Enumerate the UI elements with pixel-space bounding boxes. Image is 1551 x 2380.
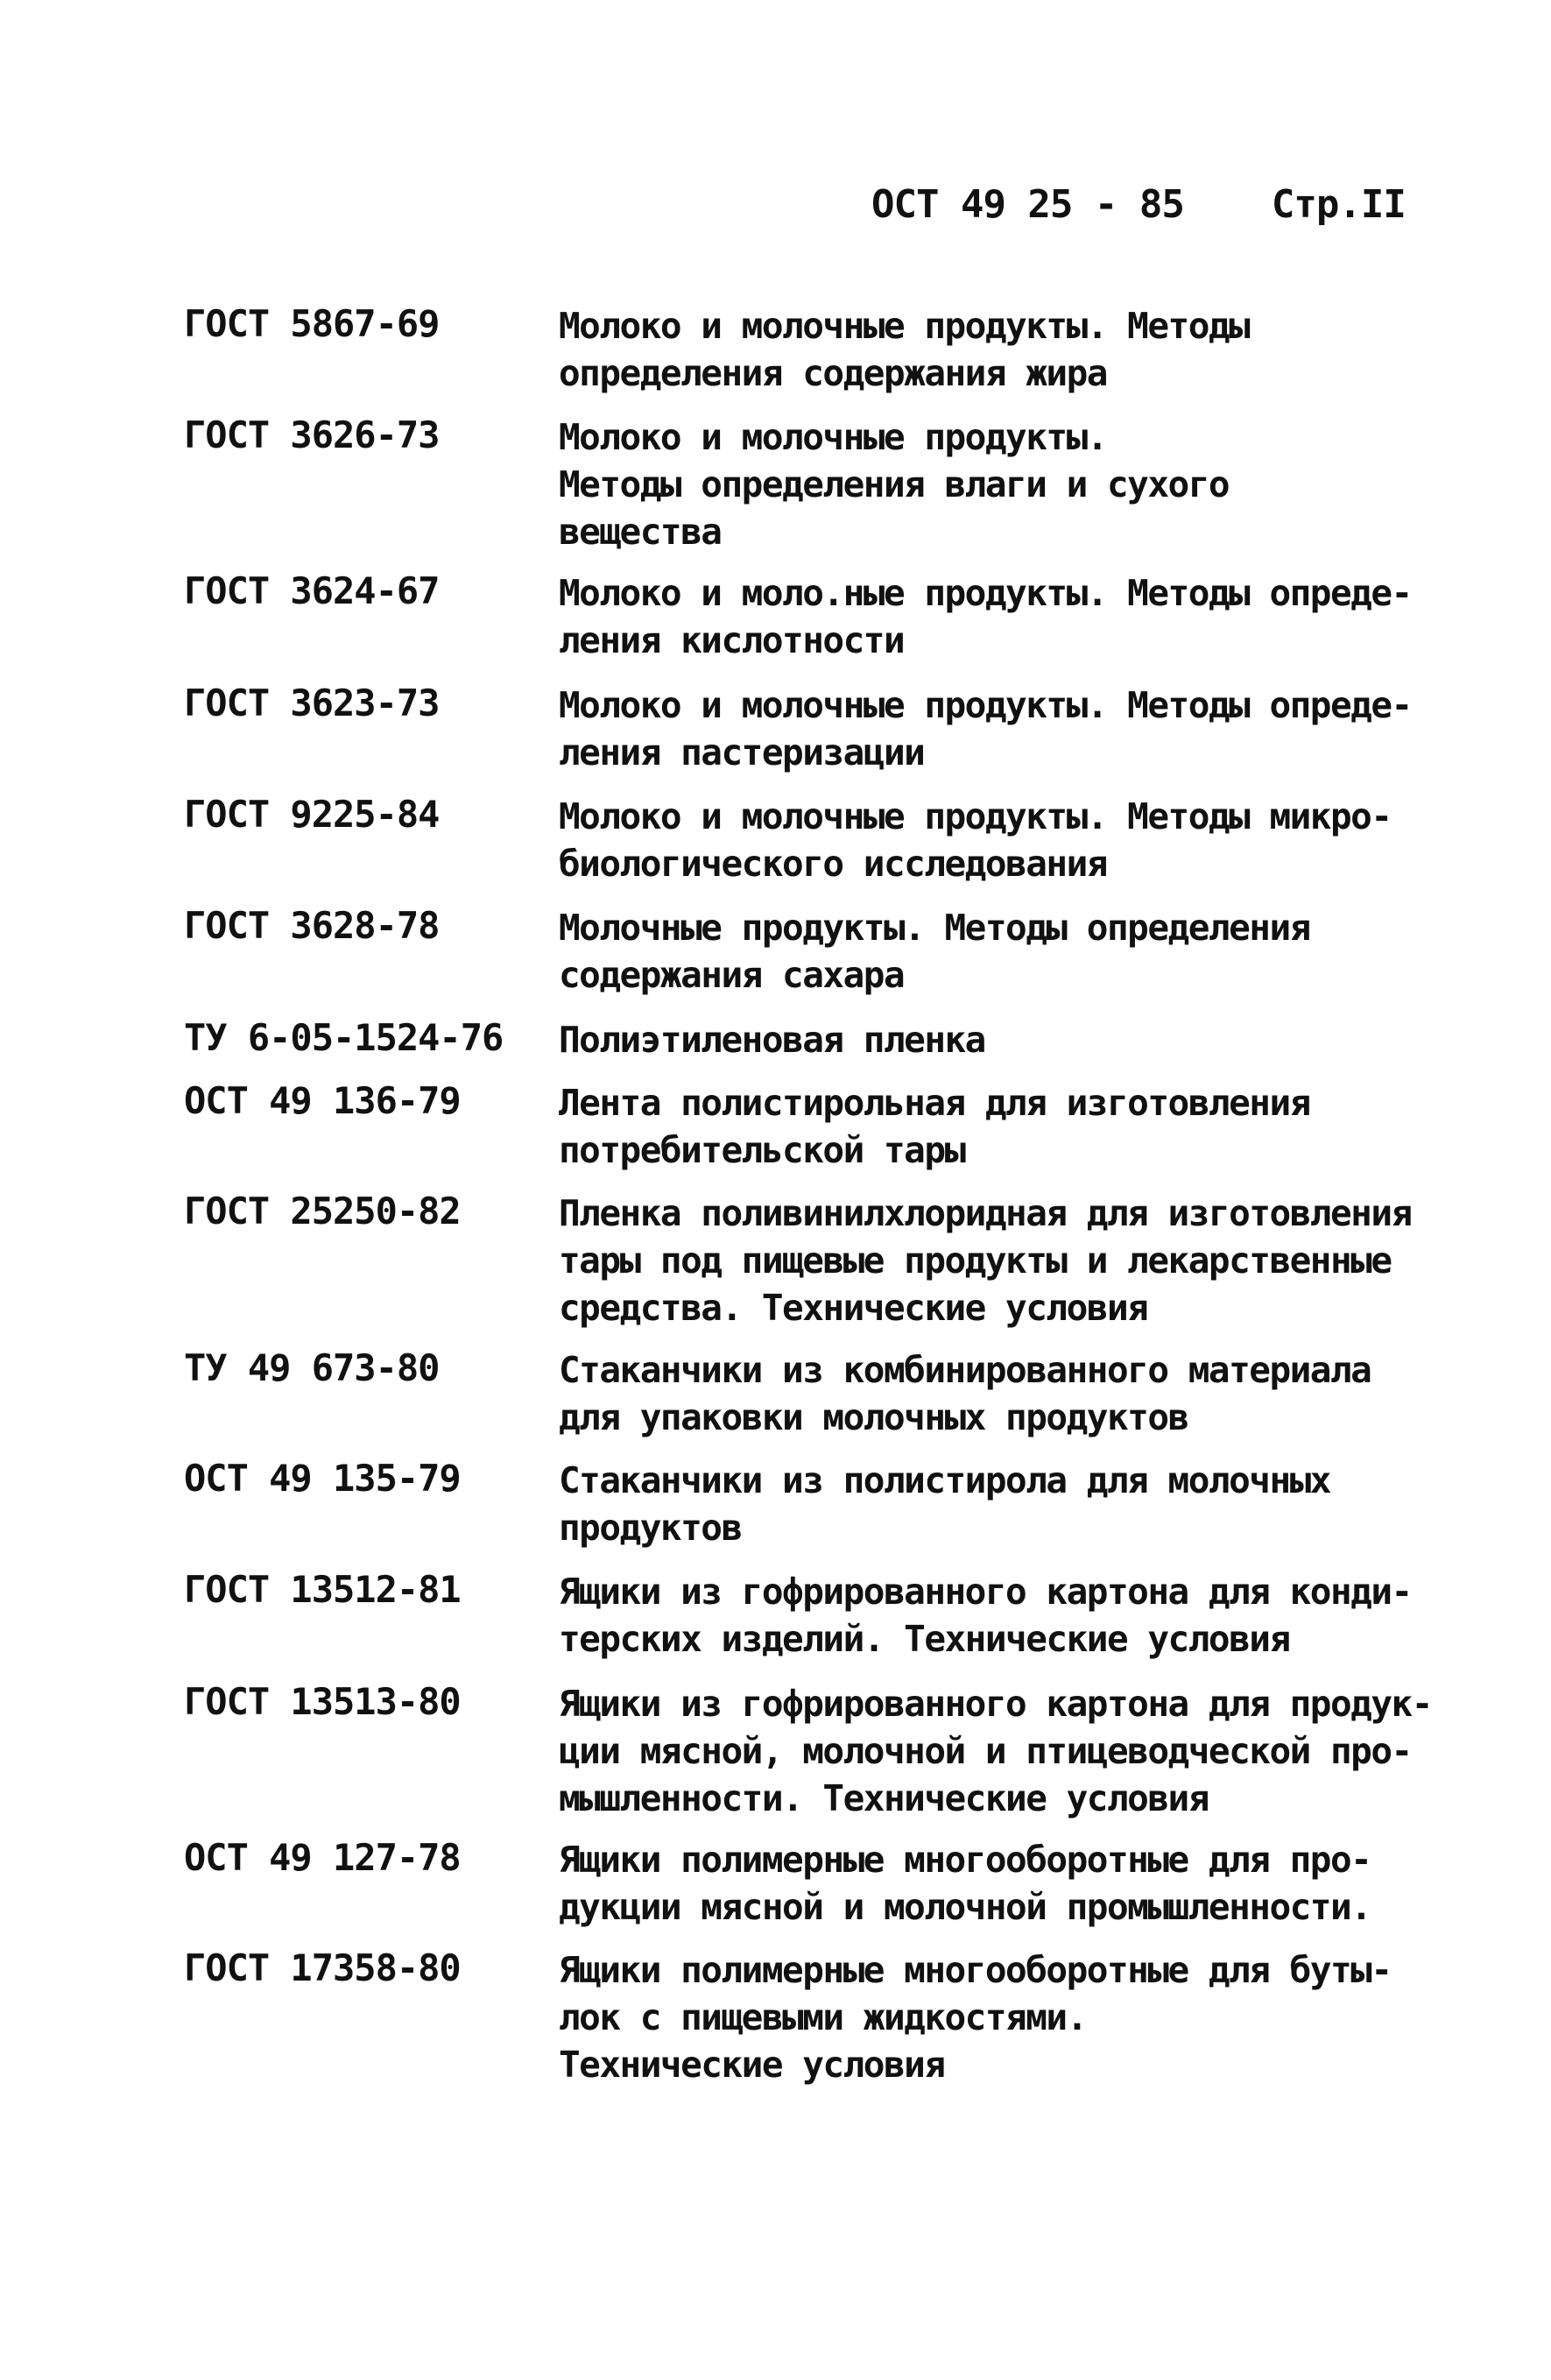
standard-code: ГОСТ 3623-73 [184,682,440,724]
standard-title [559,1836,1435,1931]
standard-title-line: Ящики полимерные многооборотные для про- [559,1839,1371,1881]
standard-title-line: ления кислотности [559,619,905,661]
standard-title [559,1079,1435,1174]
standard-title-line: Технические условия [559,2044,945,2086]
standard-title [559,904,1435,999]
standard-title-line: ления пастеризации [559,731,925,773]
standard-title-line: содержания сахара [559,954,905,996]
standard-title [559,302,1435,397]
standard-title-line: потребительской тары [559,1129,965,1171]
standard-title-line: вещества [559,511,722,553]
standard-code: ГОСТ 3626-73 [184,413,440,456]
standard-title-line: биологического исследования [559,843,1107,885]
standard-title-line: Ящики полимерные многооборотные для буты- [559,1949,1392,1991]
standard-title [559,682,1435,776]
standard-title [559,413,1435,555]
standard-title-line: Молочные продукты. Методы определения [559,907,1310,949]
standard-title [559,1016,1435,1063]
standard-title [559,1346,1435,1441]
standard-title-line: Пленка поливинилхлоридная для изготовления [559,1192,1412,1234]
standard-title-line: дукции мясной и молочной промышленности. [559,1886,1371,1928]
standard-title-line: Стаканчики из полистирола для молочных [559,1459,1330,1501]
page-number: Стр.II [1271,182,1406,227]
standard-title-line: определения содержания жира [559,352,1107,394]
standard-code: ГОСТ 3624-67 [184,569,440,612]
standard-code: ОСТ 49 127-78 [184,1836,461,1879]
standard-title-line: Молоко и молочные продукты. Методы микро- [559,795,1392,837]
page-header [871,182,1406,227]
standard-code: ТУ 49 673-80 [184,1346,440,1389]
standard-title [559,793,1435,887]
standard-title [559,1680,1435,1822]
document-number: ОСТ 49 25 - 85 [871,182,1184,227]
standard-code: ГОСТ 13513-80 [184,1680,461,1723]
standard-title-line: Полиэтиленовая пленка [559,1019,985,1061]
standard-title [559,1946,1435,2088]
standard-code: ГОСТ 25250-82 [184,1190,461,1232]
standard-title-line: Молоко и молочные продукты. Методы [559,305,1250,347]
standard-title [559,1568,1435,1663]
standard-title-line: терских изделий. Технические условия [559,1618,1290,1660]
standard-code: ГОСТ 17358-80 [184,1946,461,1989]
standard-code: ГОСТ 3628-78 [184,904,440,947]
standard-code: ГОСТ 9225-84 [184,793,440,836]
standard-title-line: тары под пищевые продукты и лекарственные [559,1239,1392,1282]
standard-title-line: Молоко и молочные продукты. [559,416,1107,458]
standard-code: ГОСТ 13512-81 [184,1568,461,1611]
standard-code: ОСТ 49 135-79 [184,1457,461,1500]
standard-title-line: для упаковки молочных продуктов [559,1396,1188,1438]
standard-title-line: Ящики из гофрированного картона для продук- [559,1683,1432,1725]
standard-title-line: Методы определения влаги и сухого [559,463,1230,505]
standard-code: ОСТ 49 136-79 [184,1079,461,1122]
standard-title-line: Молоко и моло.ные продукты. Методы опреде- [559,572,1412,614]
standard-title-line: Молоко и молочные продукты. Методы опреде- [559,684,1412,726]
standard-title-line: Лента полистирольная для изготовления [559,1082,1310,1124]
standard-title-line: средства. Технические условия [559,1287,1148,1329]
standard-title-line: Стаканчики из комбинированного материала [559,1349,1371,1391]
standard-title [559,569,1435,664]
standard-title [559,1457,1435,1551]
standard-code: ТУ 6-05-1524-76 [184,1016,504,1059]
standard-code: ГОСТ 5867-69 [184,302,440,345]
standard-title-line: мышленности. Технические условия [559,1777,1209,1819]
standard-title-line: ции мясной, молочной и птицеводческой про- [559,1730,1412,1772]
standard-title-line: Ящики из гофрированного картона для конди- [559,1571,1412,1613]
standard-title-line: лок с пищевыми жидкостями. [559,1996,1087,2038]
standard-title [559,1190,1435,1331]
standard-title-line: продуктов [559,1507,742,1549]
